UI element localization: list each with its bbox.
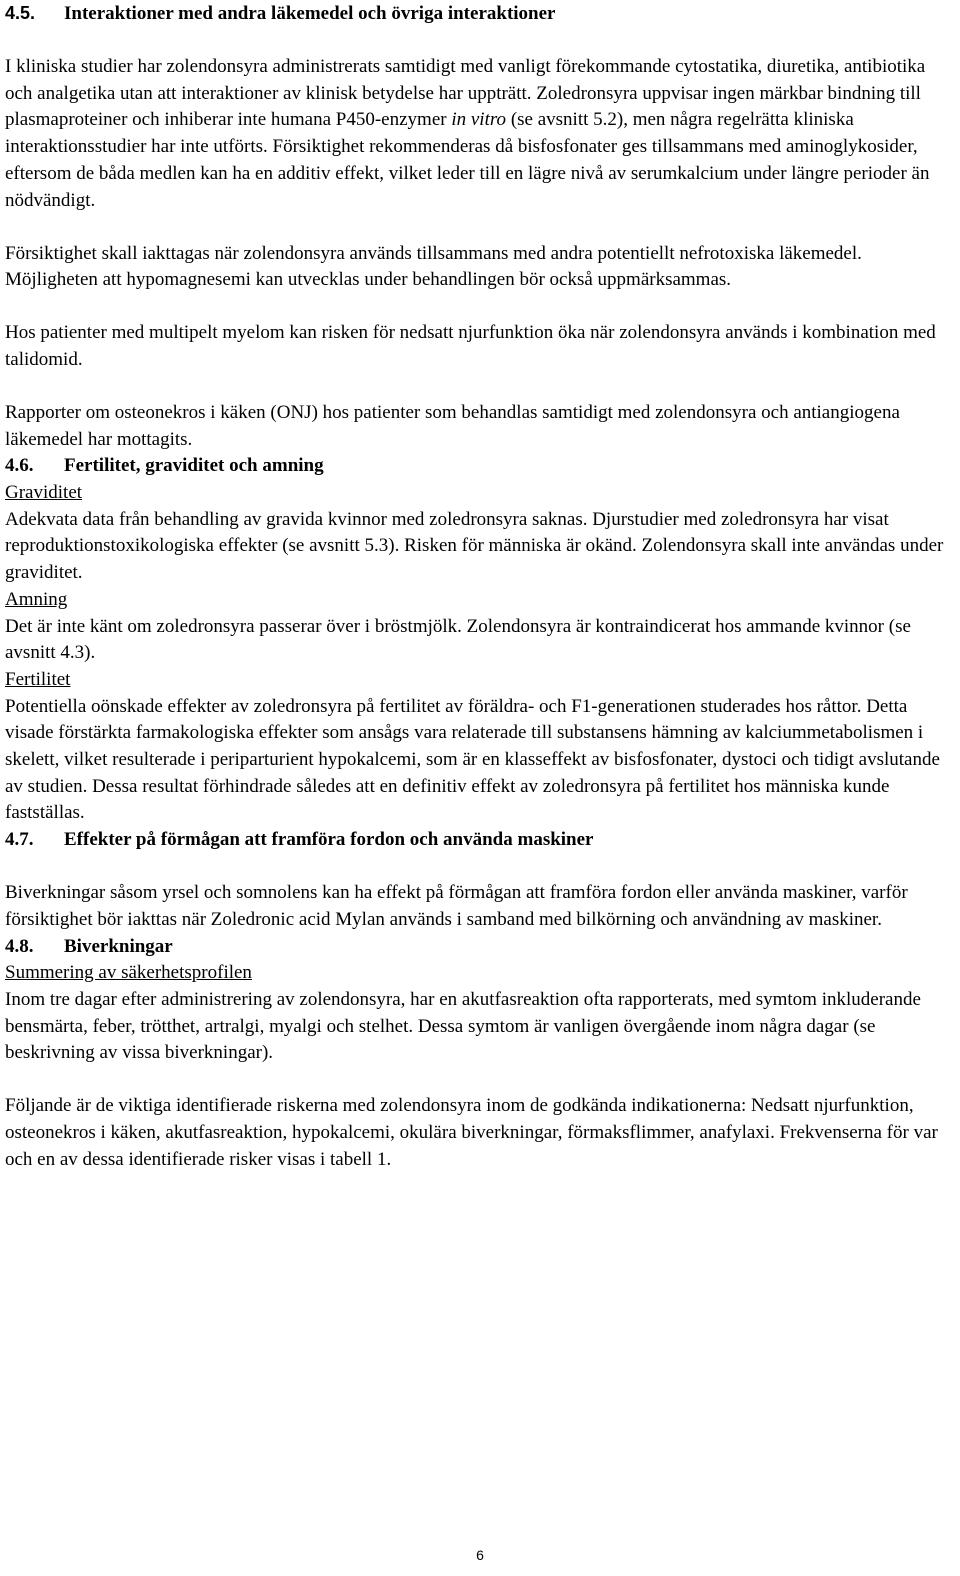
section-title: Fertilitet, graviditet och amning — [64, 455, 324, 477]
section-number: 4.5. — [5, 3, 36, 23]
section-number: 4.6. — [5, 455, 34, 477]
section-4-7-heading — [5, 827, 955, 854]
paragraph-text: I kliniska studier har zolendonsyra administrerats samtidigt med vanligt förekommande cytostatika, diuretika, antibiotika och analgetika utan att interaktioner av klinisk betydelse har uppträtt. Zoledronsyra uppvisar ingen märkbar bindning till plasmaproteiner och inhiberar inte humana P450-enzymer — [5, 56, 926, 131]
paragraph-interactions-2: Försiktighet skall iakttagas när zolendonsyra används tillsammans med andra potentiellt nefrotoxiska läkemedel. Möjligheten att hypomagnesemi kan utvecklas under behandlingen bör också uppmärksammas. — [5, 242, 862, 291]
paragraph-amning: Det är inte känt om zoledronsyra passerar över i bröstmjölk. Zolendonsyra är kontraindicerat hos ammande kvinnor (se avsnitt 4.3). — [5, 615, 911, 664]
subheading-fertilitet: Fertilitet — [5, 668, 71, 690]
section-title: Biverkningar — [64, 935, 173, 957]
subheading-safety-summary: Summering av säkerhetsprofilen — [5, 962, 252, 984]
paragraph-safety-summary: Inom tre dagar efter administrering av zolendonsyra, har en akutfasreaktion ofta rapporterats, med symtom inkluderande bensmärta, feber, trötthet, artralgi, myalgi och stelhet. Dessa symtom är vanligen övergående inom några dagar (se beskrivning av vissa biverkningar). — [5, 988, 921, 1064]
section-4-5-heading — [5, 0, 955, 28]
section-number: 4.8. — [5, 935, 34, 957]
paragraph-italic-text: in vitro — [451, 109, 507, 131]
paragraph-identified-risks: Följande är de viktiga identifierade riskerna med zolendonsyra inom de godkända indikationerna: Nedsatt njurfunktion, osteonekros i käken, akutfasreaktion, hypokalcemi, okulära biverkningar, förmaksflimmer, anafylaxi. Frekvenserna för var och en av dessa identifierade risker visas i tabell 1. — [5, 1095, 938, 1170]
document-page — [5, 0, 955, 1174]
paragraph-driving: Biverkningar såsom yrsel och somnolens kan ha effekt på förmågan att framföra fordon eller använda maskiner, varför försiktighet bör iakttas när Zoledronic acid Mylan används i samband med bilkörning och användning av maskiner. — [5, 882, 908, 930]
section-4-6-heading — [5, 453, 955, 480]
paragraph-fertilitet: Potentiella oönskade effekter av zoledronsyra på fertilitet av föräldra- och F1-generationen studerades hos råttor. Detta visade förstärkta farmakologiska effekter som ansågs vara relaterade till substansens hämning av kalciummetabolismen i skelett, vilket resulterade i periparturient hypokalcemi, som är en klasseffekt av bisfosfonater, dystoci och tidigt avslutande av studien. Dessa resultat förhindrade således att en definitiv effekt av zoledronsyra på fertilitet hos människa kunde fastställas. — [5, 695, 940, 824]
section-4-8-heading — [5, 934, 955, 961]
paragraph-interactions-3: Hos patienter med multipelt myelom kan risken för nedsatt njurfunktion öka när zolendonsyra används i kombination med talidomid. — [5, 322, 936, 370]
paragraph-text: (se avsnitt 5.2), men några regelrätta kliniska interaktionsstudier har inte utförts. Försiktighet rekommenderas då bisfosfonater ges tillsammans med aminoglykosider, eftersom de båda medlen kan ha en additiv effekt, vilket leder till en lägre nivå av serumkalcium under längre perioder än nödvändigt. — [5, 109, 930, 211]
section-number: 4.7. — [5, 829, 34, 851]
paragraph-graviditet: Adekvata data från behandling av gravida kvinnor med zoledronsyra saknas. Djurstudier med zoledronsyra har visat reproduktionstoxikologiska effekter (se avsnitt 5.3). Risken för människa är okänd. Zolendonsyra skall inte användas under graviditet. — [5, 508, 944, 584]
section-title: Interaktioner med andra läkemedel och övriga interaktioner — [64, 3, 556, 24]
paragraph-interactions-4: Rapporter om osteonekros i käken (ONJ) hos patienter som behandlas samtidigt med zolendonsyra och antiangiogena läkemedel har mottagits. — [5, 401, 900, 450]
paragraph-interactions-1 — [5, 54, 955, 214]
section-title: Effekter på förmågan att framföra fordon och använda maskiner — [64, 829, 594, 851]
subheading-graviditet: Graviditet — [5, 482, 83, 504]
page-number: 6 — [476, 1547, 484, 1563]
subheading-amning: Amning — [5, 588, 68, 610]
